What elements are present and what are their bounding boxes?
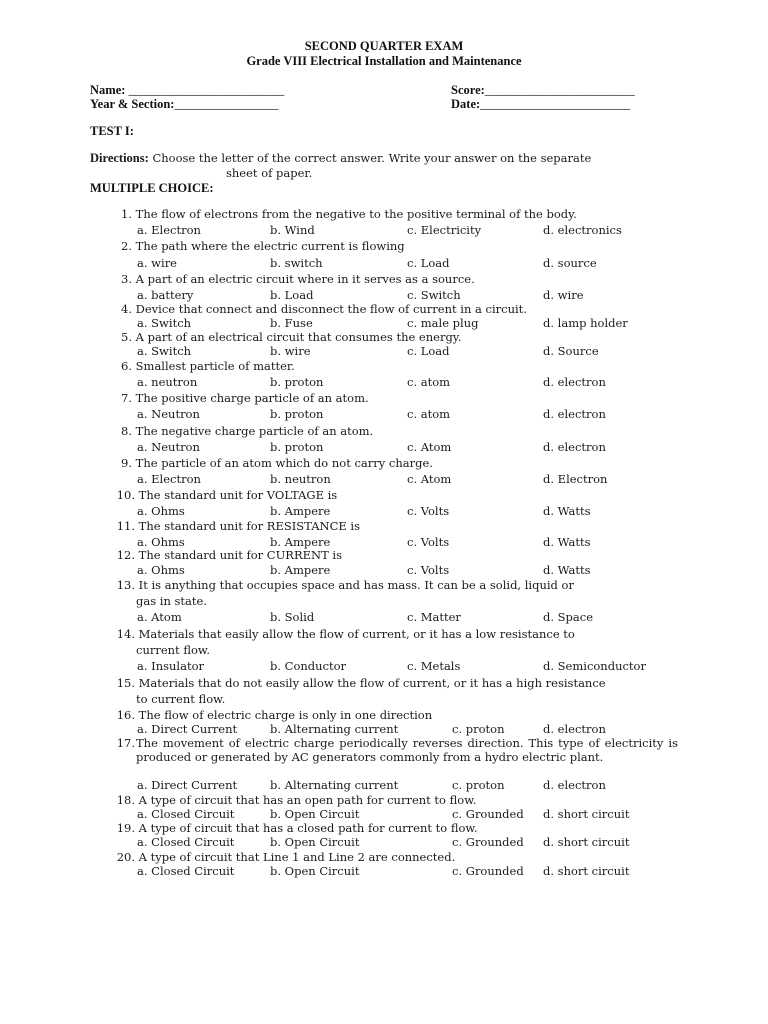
answer-option: b. switch [270,256,323,270]
answer-option: c. Matter [407,610,461,624]
question-number: 4. [121,302,132,316]
answer-option: d. Watts [543,535,591,549]
question-stem: A part of an electric circuit where in it serves as a source. [132,272,475,286]
answer-option: c. proton [452,778,505,792]
year-section-field [90,96,278,112]
directions [90,151,690,180]
question-item [110,821,685,836]
answer-option: a. Direct Current [137,778,238,792]
question-stem-continued: to current flow. [136,692,226,706]
question-number: 1. [121,207,132,221]
answer-option: a. Electron [137,223,201,237]
question-stem: A type of circuit that has a closed path for current to flow. [135,821,478,835]
answer-option: d. electron [543,407,606,421]
answer-option: c. Load [407,344,450,358]
date-field [451,96,630,112]
directions-text-2: sheet of paper. [226,165,313,180]
answer-option: d. Electron [543,472,608,486]
year-section-blank: __________________ [174,97,278,111]
question-item [110,676,685,691]
answer-option: d. short circuit [543,864,630,878]
answer-option: c. Load [407,256,450,270]
directions-text: Choose the letter of the correct answer. Write your answer on the separate [148,151,592,165]
answer-option: c. Electricity [407,223,482,237]
answer-option: b. proton [270,440,324,454]
question-stem: Materials that do not easily allow the flow of current, or it has a high resistance [135,676,606,690]
question-number: 11. [116,519,135,533]
answer-option: d. short circuit [543,807,630,821]
answer-option: c. Volts [407,563,450,577]
answer-option: a. Electron [137,472,201,486]
answer-option: d. lamp holder [543,316,628,330]
answer-option: b. Ampere [270,563,331,577]
answer-option: d. electron [543,375,606,389]
question-stem: It is anything that occupies space and has mass. It can be a solid, liquid or [135,578,574,592]
answer-option: b. Open Circuit [270,807,360,821]
question-number: 19. [116,821,135,835]
answer-option: b. proton [270,375,324,389]
answer-option: d. electronics [543,223,622,237]
answer-option: d. electron [543,778,606,792]
question-number: 3. [121,272,132,286]
name-label: Name: [90,83,126,97]
answer-option: b. neutron [270,472,331,486]
answer-option: d. Semiconductor [543,659,646,673]
question-item [110,488,685,503]
answer-option: c. Volts [407,504,450,518]
question-number: 10. [116,488,135,502]
answer-option: a. Ohms [137,504,185,518]
answer-option: a. Switch [137,344,192,358]
question-stem: A part of an electrical circuit that consumes the energy. [132,330,462,344]
answer-option: a. Neutron [137,440,200,454]
exam-title: SECOND QUARTER EXAM [304,39,464,53]
answer-option: c. proton [452,722,505,736]
answer-option: a. battery [137,288,194,302]
question-item [110,519,685,534]
question-number: 6. [121,359,132,373]
answer-option: a. Insulator [137,659,205,673]
answer-option: d. electron [543,722,606,736]
name-blank: ___________________________ [128,83,284,97]
answer-option: b. Alternating current [270,778,399,792]
question-item [110,708,685,723]
answer-option: d. Watts [543,563,591,577]
question-number: 13. [116,578,135,592]
answer-option: a. Closed Circuit [137,807,235,821]
answer-option: c. Switch [407,288,461,302]
answer-option: b. Solid [270,610,315,624]
question-number: 14. [116,627,135,641]
exam-subtitle: Grade VIII Electrical Installation and Maintenance [246,54,522,68]
question-stem: The standard unit for RESISTANCE is [135,519,361,533]
question-stem: The negative charge particle of an atom. [132,424,374,438]
question-stem: The positive charge particle of an atom. [132,391,369,405]
question-stem: A type of circuit that Line 1 and Line 2 are connected. [135,850,456,864]
answer-option: b. Wind [270,223,315,237]
question-number: 2. [121,239,132,253]
answer-option: d. source [543,256,597,270]
directions-label: Directions: [90,151,149,165]
answer-option: d. short circuit [543,835,630,849]
question-stem: The movement of electric charge periodically reverses direction. This type of electricity is produced or generated by AC generators commonly from a hydro electric plant. [136,736,678,765]
question-item [110,391,685,406]
answer-option: c. Grounded [452,864,524,878]
question-number: 15. [116,676,135,690]
answer-option: c. Grounded [452,835,524,849]
question-item [110,627,685,642]
question-stem: A type of circuit that has an open path for current to flow. [135,793,477,807]
question-item [110,207,685,222]
question-item [110,850,685,865]
question-item [110,793,685,808]
answer-option: a. Ohms [137,535,185,549]
question-number: 9. [121,456,132,470]
answer-option: c. Grounded [452,807,524,821]
answer-option: a. Direct Current [137,722,238,736]
answer-option: d. Space [543,610,594,624]
answer-option: a. Closed Circuit [137,835,235,849]
question-item [110,456,685,471]
answer-option: b. Ampere [270,504,331,518]
question-stem: The standard unit for VOLTAGE is [135,488,338,502]
question-stem: The standard unit for CURRENT is [135,548,342,562]
question-stem: The flow of electric charge is only in one direction [135,708,433,722]
answer-option: c. atom [407,407,451,421]
answer-option: d. electron [543,440,606,454]
answer-option: d. Watts [543,504,591,518]
date-label: Date: [451,97,481,111]
answer-option: c. Atom [407,472,452,486]
question-number: 7. [121,391,132,405]
question-stem-continued: gas in state. [136,594,207,608]
answer-option: b. wire [270,344,311,358]
answer-option: a. Ohms [137,563,185,577]
answer-option: d. Source [543,344,599,358]
question-number: 20. [116,850,135,864]
answer-option: c. Volts [407,535,450,549]
question-stem-continued: current flow. [136,643,211,657]
question-item [110,359,685,374]
question-number: 5. [121,330,132,344]
question-item [110,239,685,254]
answer-option: a. neutron [137,375,198,389]
question-stem: Materials that easily allow the flow of current, or it has a low resistance to [135,627,575,641]
answer-option: d. wire [543,288,584,302]
section-label: MULTIPLE CHOICE: [90,181,214,195]
answer-option: b. Conductor [270,659,347,673]
question-item [110,272,685,287]
question-item [110,548,685,563]
answer-option: c. male plug [407,316,479,330]
question-stem: The path where the electric current is flowing [132,239,405,253]
question-number: 17. [116,736,135,750]
score-blank: __________________________ [484,83,635,97]
answer-option: b. Ampere [270,535,331,549]
answer-option: b. Load [270,288,314,302]
question-stem: The flow of electrons from the negative to the positive terminal of the body. [132,207,577,221]
score-label: Score: [451,83,485,97]
answer-option: c. Metals [407,659,461,673]
answer-option: a. Switch [137,316,192,330]
question-number: 12. [116,548,135,562]
question-item [110,424,685,439]
year-section-label: Year & Section: [90,97,175,111]
question-item [110,578,685,593]
question-item [110,330,685,345]
answer-option: b. Alternating current [270,722,399,736]
question-stem: The particle of an atom which do not carry charge. [132,456,433,470]
question-number: 8. [121,424,132,438]
date-blank: __________________________ [480,97,630,111]
answer-option: b. Open Circuit [270,864,360,878]
question-item [110,302,685,317]
question-number: 18. [116,793,135,807]
question-stem: Smallest particle of matter. [132,359,295,373]
answer-option: b. Fuse [270,316,313,330]
answer-option: a. wire [137,256,177,270]
answer-option: b. Open Circuit [270,835,360,849]
answer-option: a. Atom [137,610,182,624]
answer-option: b. proton [270,407,324,421]
answer-option: c. atom [407,375,451,389]
question-number: 16. [116,708,135,722]
test-label: TEST I: [90,124,134,138]
answer-option: a. Closed Circuit [137,864,235,878]
answer-option: c. Atom [407,440,452,454]
question-stem: Device that connect and disconnect the flow of current in a circuit. [132,302,527,316]
answer-option: a. Neutron [137,407,200,421]
